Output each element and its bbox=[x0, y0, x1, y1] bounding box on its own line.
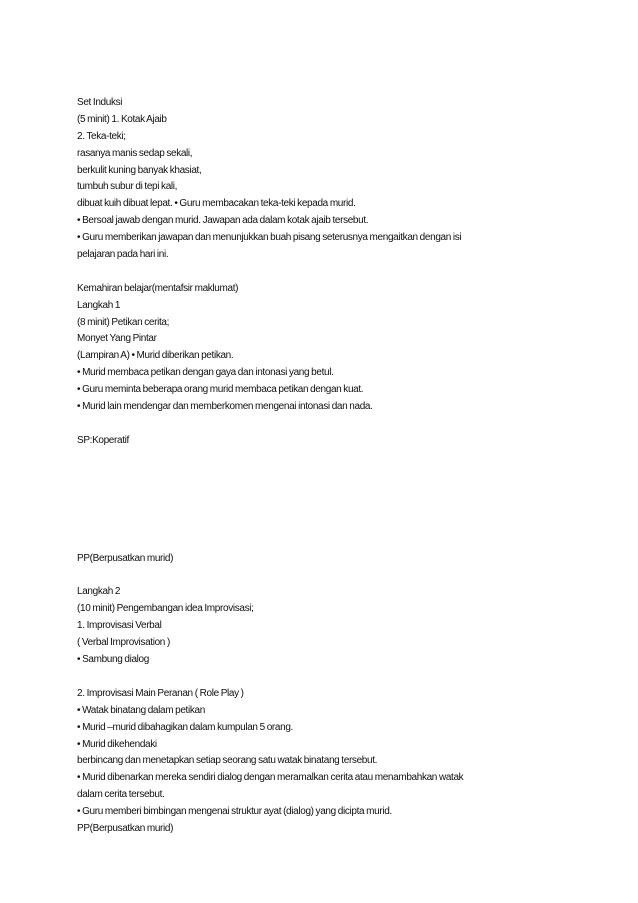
text-line: • Murid lain mendengar dan memberkomen mengenai intonasi dan nada. bbox=[77, 401, 373, 413]
text-line: • Guru memberikan jawapan dan menunjukkan buah pisang seterusnya mengaitkan dengan isi bbox=[77, 232, 462, 244]
text-line: (10 minit) Pengembangan idea Improvisasi; bbox=[77, 603, 254, 615]
text-line: • Guru memberi bimbingan mengenai struktur ayat (dialog) yang dicipta murid. bbox=[77, 806, 392, 818]
text-line: • Murid dikehendaki bbox=[77, 738, 157, 750]
text-line: berkulit kuning banyak khasiat, bbox=[77, 164, 202, 176]
spacer bbox=[77, 669, 577, 686]
text-line: rasanya manis sedap sekali, bbox=[77, 147, 193, 159]
spacer bbox=[77, 450, 577, 551]
spacer bbox=[77, 568, 577, 585]
spacer bbox=[77, 264, 577, 281]
text-line: Monyet Yang Pintar bbox=[77, 333, 157, 345]
text-line: • Bersoal jawab dengan murid. Jawapan ada dalam kotak ajaib tersebut. bbox=[77, 215, 369, 227]
text-line: 2. Teka-teki; bbox=[77, 130, 126, 142]
text-line: SP:Koperatif bbox=[77, 434, 129, 446]
text-line: Langkah 2 bbox=[77, 586, 121, 598]
role-play-section bbox=[77, 686, 577, 838]
text-line: Set Induksi bbox=[77, 97, 123, 108]
langkah-2-section bbox=[77, 584, 577, 668]
pp-section bbox=[77, 551, 577, 568]
text-line: 2. Improvisasi Main Peranan ( Role Play ) bbox=[77, 687, 244, 699]
text-line: • Sambung dialog bbox=[77, 654, 149, 666]
text-line: (5 minit) 1. Kotak Ajaib bbox=[77, 113, 167, 125]
text-line: dibuat kuih dibuat lepat. • Guru membacakan teka-teki kepada murid. bbox=[77, 198, 356, 210]
sp-section bbox=[77, 433, 577, 450]
text-line: berbincang dan menetapkan setiap seorang satu watak binatang tersebut. bbox=[77, 755, 378, 767]
text-line: PP(Berpusatkan murid) bbox=[77, 552, 174, 564]
text-line: • Murid –murid dibahagikan dalam kumpulan 5 orang. bbox=[77, 721, 293, 733]
text-line: 1. Improvisasi Verbal bbox=[77, 620, 162, 632]
text-line: ( Verbal Improvisation ) bbox=[77, 637, 170, 649]
document-body bbox=[77, 95, 577, 838]
set-induksi-section bbox=[77, 95, 577, 264]
text-line: • Watak binatang dalam petikan bbox=[77, 704, 205, 716]
text-line: • Murid membaca petikan dengan gaya dan intonasi yang betul. bbox=[77, 367, 334, 379]
text-line: pelajaran pada hari ini. bbox=[77, 249, 169, 261]
text-line: Langkah 1 bbox=[77, 299, 121, 311]
text-line: (8 minit) Petikan cerita; bbox=[77, 316, 170, 328]
text-line: • Murid dibenarkan mereka sendiri dialog dengan meramalkan cerita atau menambahkan watak bbox=[77, 772, 464, 784]
text-line: PP(Berpusatkan murid) bbox=[77, 822, 174, 834]
text-line: dalam cerita tersebut. bbox=[77, 789, 165, 801]
spacer bbox=[77, 416, 577, 433]
text-line: • Guru meminta beberapa orang murid membaca petikan dengan kuat. bbox=[77, 384, 364, 396]
langkah-1-section bbox=[77, 281, 577, 416]
text-line: tumbuh subur di tepi kali, bbox=[77, 181, 178, 193]
text-line: (Lampiran A) • Murid diberikan petikan. bbox=[77, 350, 234, 362]
text-line: Kemahiran belajar(mentafsir maklumat) bbox=[77, 282, 239, 294]
